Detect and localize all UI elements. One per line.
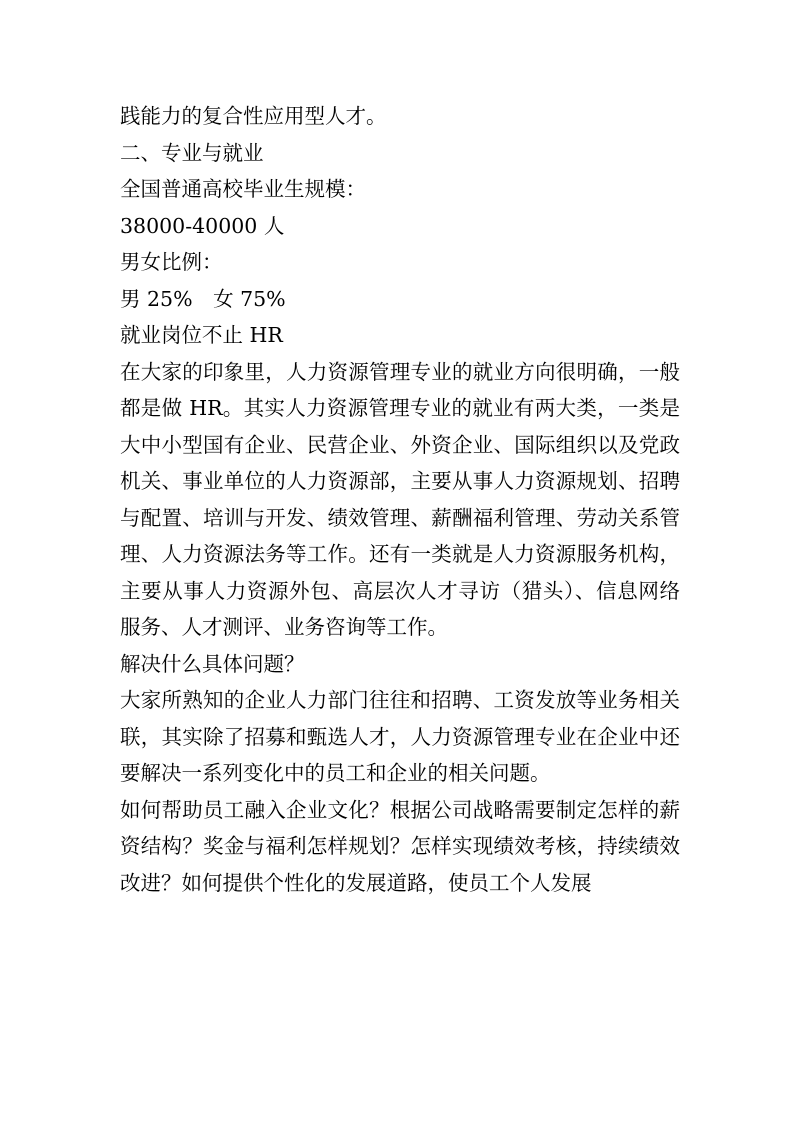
paragraph-employment-directions: 在大家的印象里，人力资源管理专业的就业方向很明确，一般都是做 HR。其实人力资源管理专业的就业有两大类，一类是大中小型国有企业、民营企业、外资企业、国际组织以及党政机关、事业单位的人力资源部，主要从事人力资源规划、招聘与配置、培训与开发、绩效管理、薪酬福利管理、劳动关系管理、人力资源法务等工作。还有一类就是人力资源服务机构，主要从事人力资源外包、高层次人才寻访（猎头）、信息网络服务、人才测评、业务咨询等工作。 bbox=[120, 359, 680, 639]
paragraph-questions: 如何帮助员工融入企业文化？根据公司战略需要制定怎样的薪资结构？奖金与福利怎样规划？怎样实现绩效考核，持续绩效改进？如何提供个性化的发展道路，使员工个人发展 bbox=[120, 797, 680, 895]
graduate-scale-label: 全国普通高校毕业生规模： bbox=[120, 177, 366, 201]
paragraph-problems: 大家所熟知的企业人力部门往往和招聘、工资发放等业务相关联，其实除了招募和甄选人才，人力资源管理专业在企业中还要解决一系列变化中的员工和企业的相关问题。 bbox=[120, 688, 680, 785]
section-heading-major-employment: 二、专业与就业 bbox=[120, 140, 264, 165]
gender-ratio-label: 男女比例： bbox=[120, 250, 223, 274]
subheading-problems: 解决什么具体问题？ bbox=[120, 651, 305, 676]
gender-ratio-value: 男 25% 女 75% bbox=[120, 286, 286, 311]
text-line-intro-end: 践能力的复合性应用型人才。 bbox=[120, 104, 387, 128]
subheading-jobs: 就业岗位不止 HR bbox=[120, 323, 283, 347]
graduate-scale-value: 38000-40000 人 bbox=[120, 213, 285, 238]
document-page bbox=[120, 98, 680, 901]
